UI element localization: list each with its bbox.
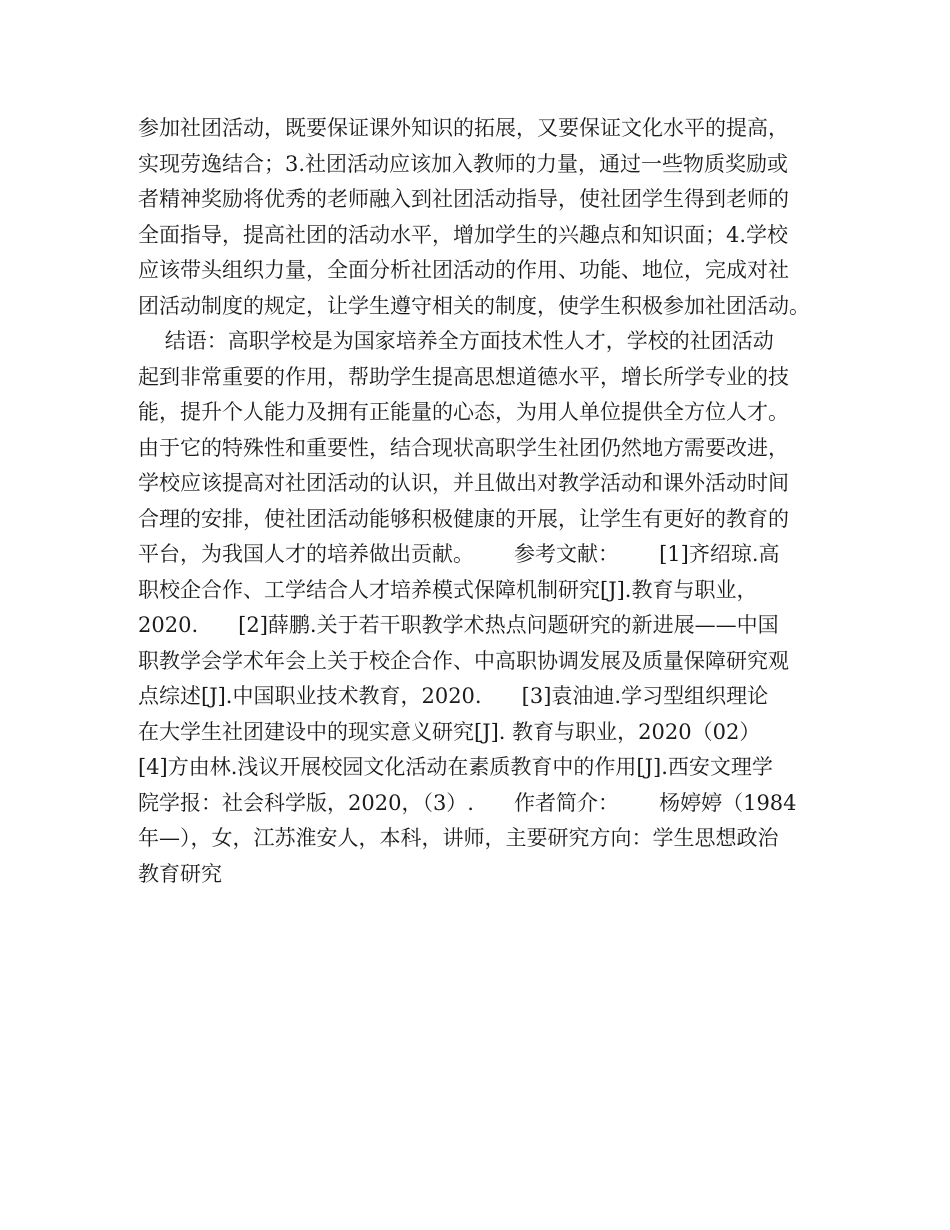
text-line-15: 2020. [2]薛鹏.关于若干职教学术热点问题研究的新进展——中国 xyxy=(138,613,779,637)
text-line-4: 全面指导，提高社团的活动水平，增加学生的兴趣点和知识面；4.学校 xyxy=(138,222,789,247)
body-text xyxy=(138,111,828,892)
text-line-20: 院学报：社会科学版，2020，（3）. 作者简介： 杨婷婷（1984 xyxy=(138,790,797,815)
text-line-10: 由于它的特殊性和重要性，结合现状高职学生社团仍然地方需要改进， xyxy=(138,435,789,460)
text-line-16: 职教学会学术年会上关于校企合作、中高职协调发展及质量保障研究观 xyxy=(138,648,789,673)
text-line-21: 年—），女，江苏淮安人，本科，讲师，主要研究方向：学生思想政治 xyxy=(138,826,779,850)
text-line-3: 者精神奖励将优秀的老师融入到社团活动指导，使社团学生得到老师的 xyxy=(138,187,789,211)
text-line-1: 参加社团活动，既要保证课外知识的拓展，又要保证文化水平的提高， xyxy=(138,116,789,140)
text-line-17: 点综述[J].中国职业技术教育，2020. [3]袁油迪.学习型组织理论 xyxy=(138,684,769,708)
text-line-7: 结语：高职学校是为国家培养全方面技术性人才，学校的社团活动 xyxy=(138,329,774,353)
text-line-13: 平台，为我国人才的培养做出贡献。 参考文献： [1]齐绍琼.高 xyxy=(138,542,780,566)
text-line-19: [4]方由林.浅议开展校园文化活动在素质教育中的作用[J].西安文理学 xyxy=(138,755,773,779)
text-line-11: 学校应该提高对社团活动的认识，并且做出对教学活动和课外活动时间 xyxy=(138,471,789,495)
text-line-6: 团活动制度的规定，让学生遵守相关的制度，使学生积极参加社团活动。 xyxy=(138,293,810,318)
text-line-22: 教育研究 xyxy=(138,861,222,886)
text-line-14: 职校企合作、工学结合人才培养模式保障机制研究[J].教育与职业， xyxy=(138,577,758,602)
text-line-2: 实现劳逸结合；3.社团活动应该加入教师的力量，通过一些物质奖励或 xyxy=(138,151,789,176)
text-line-18: 在大学生社团建设中的现实意义研究[J]. 教育与职业，2020（02） xyxy=(138,719,761,744)
text-line-9: 能，提升个人能力及拥有正能量的心态，为用人单位提供全方位人才。 xyxy=(138,400,789,424)
text-line-5: 应该带头组织力量，全面分析社团活动的作用、功能、地位，完成对社 xyxy=(138,258,789,282)
text-line-12: 合理的安排，使社团活动能够积极健康的开展，让学生有更好的教育的 xyxy=(138,506,789,531)
text-line-8: 起到非常重要的作用，帮助学生提高思想道德水平，增长所学专业的技 xyxy=(138,364,789,389)
